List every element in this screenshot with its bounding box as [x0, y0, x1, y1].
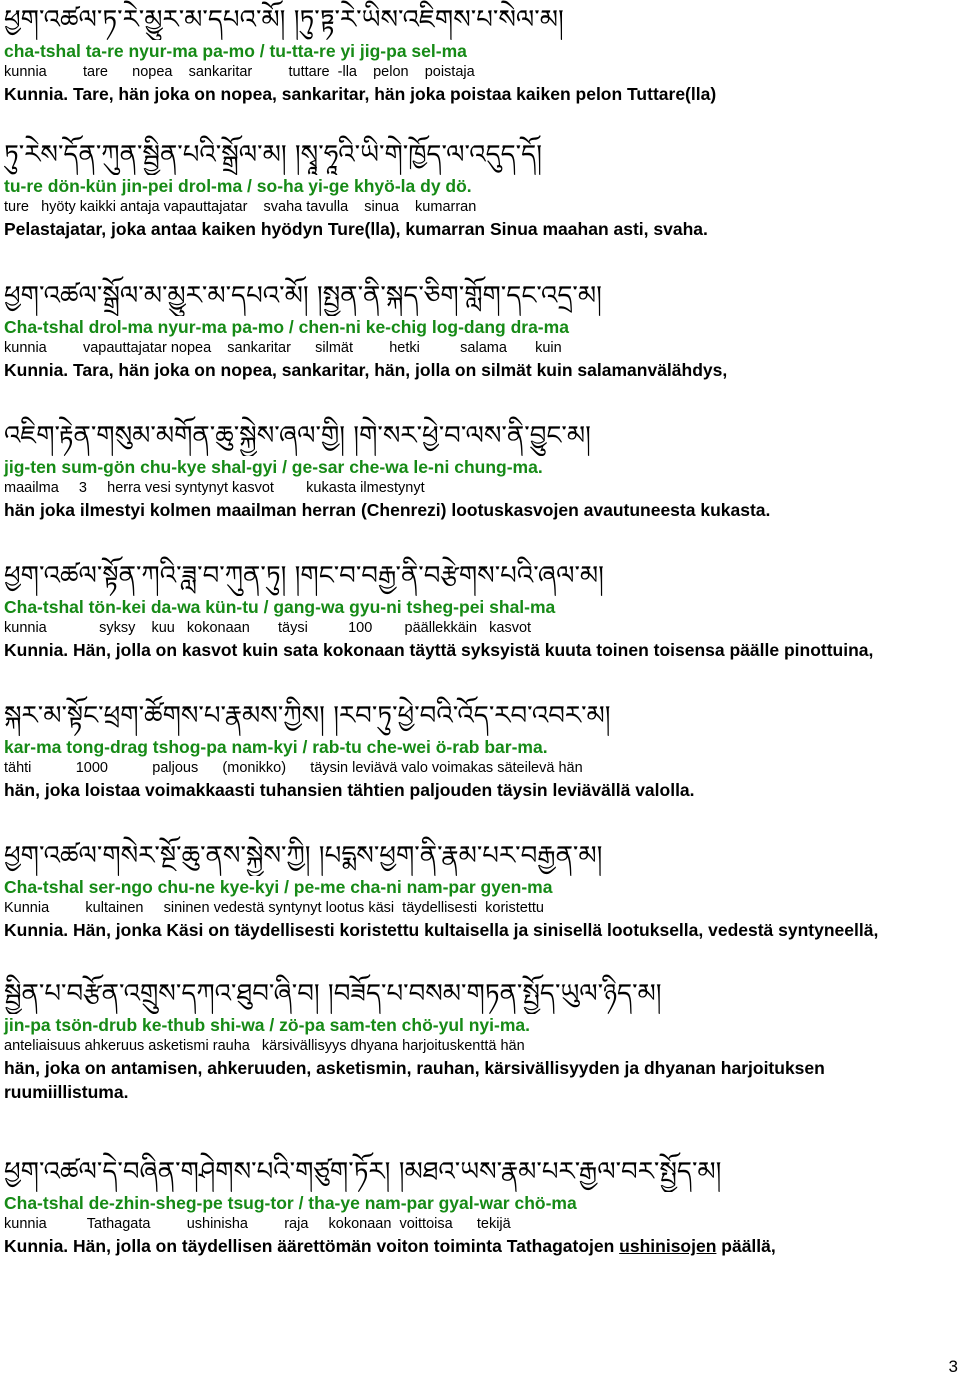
verse-7 — [4, 836, 954, 942]
transliteration-line: tu-re dön-kün jin-pei drol-ma / so-ha yi-ge khyö-la dy dö. — [4, 176, 472, 196]
verse-4 — [4, 416, 954, 522]
verse-1 — [4, 0, 954, 106]
gloss-line: maailma 3 herra vesi syntynyt kasvot kukasta ilmestynyt — [4, 480, 425, 496]
gloss-line: kunnia Tathagata ushinisha raja kokonaan voittoisa tekijä — [4, 1216, 511, 1232]
transliteration-line: jig-ten sum-gön chu-kye shal-gyi / ge-sar che-wa le-ni chung-ma. — [4, 457, 543, 477]
translation-part-a: Kunnia. Hän, jolla on täydellisen äärettömän voiton toiminta Tathagatojen — [4, 1236, 620, 1256]
verse-6 — [4, 696, 954, 802]
translation-line: hän, joka on antamisen, ahkeruuden, asketismin, rauhan, kärsivällisyyden ja dhyanan harjoituksen ruumiillistuma. — [4, 1058, 825, 1102]
translation-line: hän joka ilmestyi kolmen maailman herran (Chenrezi) lootuskasvojen avautuneesta kukasta. — [4, 500, 771, 520]
transliteration-line: Cha-tshal ser-ngo chu-ne kye-kyi / pe-me cha-ni nam-par gyen-ma — [4, 877, 553, 897]
page-number: 3 — [948, 1357, 958, 1376]
translation-line: Pelastajatar, joka antaa kaiken hyödyn Ture(lla), kumarran Sinua maahan asti, svaha. — [4, 219, 708, 239]
tibetan-line: འཇིག་རྟེན་གསུམ་མགོན་ཆུ་སྐྱེས་ཞལ་གྱི། །གེ་སར་ཕྱེ་བ་ལས་ནི་བྱུང་མ། — [4, 421, 591, 451]
translation-line: hän, joka loistaa voimakkaasti tuhansien tähtien paljouden täysin leviävällä valolla. — [4, 780, 695, 800]
transliteration-line: Cha-tshal de-zhin-sheg-pe tsug-tor / tha-ye nam-par gyal-war chö-ma — [4, 1193, 577, 1213]
translation-part-b: päällä, — [716, 1236, 776, 1256]
gloss-line: kunnia vapauttajatar nopea sankaritar silmät hetki salama kuin — [4, 340, 562, 356]
gloss-line: tähti 1000 paljous (monikko) täysin leviävä valo voimakas säteilevä hän — [4, 760, 583, 776]
verse-2 — [4, 135, 954, 241]
underlined-term: ushinisojen — [619, 1236, 717, 1256]
gloss-line: kunnia syksy kuu kokonaan täysi 100 päällekkäin kasvot — [4, 620, 532, 636]
translation-line — [4, 1234, 954, 1258]
gloss-line: ture hyöty kaikki antaja vapauttajatar svaha tavulla sinua kumarran — [4, 199, 477, 215]
translation-line: Kunnia. Tare, hän joka on nopea, sankaritar, hän joka poistaa kaiken pelon Tuttare(lla) — [4, 84, 717, 104]
verse-5 — [4, 556, 954, 662]
gloss-line: anteliaisuus ahkeruus asketismi rauha kärsivällisyys dhyana harjoituskenttä hän — [4, 1038, 525, 1054]
tibetan-line: ཕྱག་འཚལ་གསེར་སྔོ་ཆུ་ནས་སྐྱེས་ཀྱི། །པདྨས་ཕྱག་ནི་རྣམ་པར་བརྒྱན་མ། — [4, 841, 603, 871]
tibetan-line: ཕྱག་འཚལ་སྒྲོལ་མ་མྱུར་མ་དཔའ་མོ། །སྤྱན་ནི་སྐད་ཅིག་གློག་དང་འདྲ་མ། — [4, 281, 602, 311]
tibetan-line: ཕྱག་འཚལ་ཏ་རེ་མྱུར་མ་དཔའ་མོ། །ཏུ་ཏྟ་རེ་ཡིས་འཇིགས་པ་སེལ་མ། — [4, 5, 564, 35]
transliteration-line: kar-ma tong-drag tshog-pa nam-kyi / rab-tu che-wei ö-rab bar-ma. — [4, 737, 548, 757]
tibetan-line: ཏུ་རེས་དོན་ཀུན་སྦྱིན་པའི་སྒྲོལ་མ། །སྭཱ་ཧཱའི་ཡི་གེ་ཁྱོད་ལ་འདུད་དོ། — [4, 140, 542, 170]
tibetan-line: ཕྱག་འཚལ་དེ་བཞིན་གཤེགས་པའི་གཙུག་ཏོར། །མཐའ་ཡས་རྣམ་པར་རྒྱལ་བར་སྤྱོད་མ། — [4, 1157, 722, 1187]
transliteration-line: Cha-tshal tön-kei da-wa kün-tu / gang-wa gyu-ni tsheg-pei shal-ma — [4, 597, 556, 617]
gloss-line: Kunnia kultainen sininen vedestä syntynyt lootus käsi täydellisesti koristettu — [4, 900, 544, 916]
translation-line: Kunnia. Hän, jolla on kasvot kuin sata kokonaan täyttä syksyistä kuuta toinen toisensa päälle pinottuina, — [4, 640, 874, 660]
verse-3 — [4, 276, 954, 382]
tibetan-line: སྦྱིན་པ་བརྩོན་འགྲུས་དཀའ་ཐུབ་ཞི་བ། །བཟོད་པ་བསམ་གཏན་སྤྱོད་ཡུལ་ཉིད་མ། — [4, 979, 662, 1009]
gloss-line: kunnia tare nopea sankaritar tuttare -lla pelon poistaja — [4, 64, 475, 80]
translation-line: Kunnia. Hän, jonka Käsi on täydellisesti koristettu kultaisella ja sinisellä lootuksella, vedestä syntyneellä, — [4, 920, 879, 940]
transliteration-line: cha-tshal ta-re nyur-ma pa-mo / tu-tta-re yi jig-pa sel-ma — [4, 41, 467, 61]
verse-9 — [4, 1152, 954, 1258]
tibetan-line: ཕྱག་འཚལ་སྟོན་ཀའི་ཟླ་བ་ཀུན་ཏུ། །གང་བ་བརྒྱ་ནི་བརྩེགས་པའི་ཞལ་མ། — [4, 561, 604, 591]
tibetan-line: སྐར་མ་སྟོང་ཕྲག་ཚོགས་པ་རྣམས་ཀྱིས། །རབ་ཏུ་ཕྱེ་བའི་འོད་རབ་འབར་མ། — [4, 701, 611, 731]
transliteration-line: Cha-tshal drol-ma nyur-ma pa-mo / chen-ni ke-chig log-dang dra-ma — [4, 317, 569, 337]
verse-8 — [4, 974, 954, 1104]
transliteration-line: jin-pa tsön-drub ke-thub shi-wa / zö-pa sam-ten chö-yul nyi-ma. — [4, 1015, 530, 1035]
translation-line: Kunnia. Tara, hän joka on nopea, sankaritar, hän, jolla on silmät kuin salamanvälähdys, — [4, 360, 728, 380]
